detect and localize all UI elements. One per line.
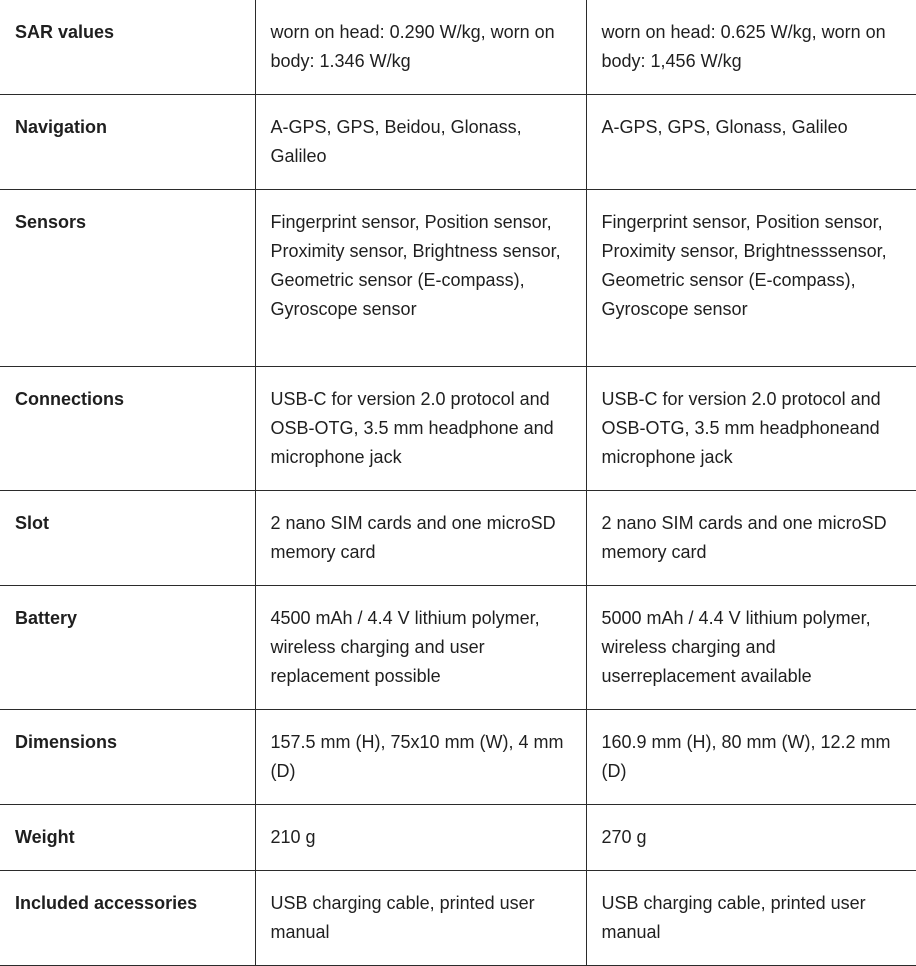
- device1-value: 4500 mAh / 4.4 V lithium polymer, wireless charging and user replacement possible: [255, 586, 586, 710]
- device1-value: 157.5 mm (H), 75x10 mm (W), 4 mm (D): [255, 710, 586, 805]
- device1-value: Fingerprint sensor, Position sensor, Proximity sensor, Brightness sensor, Geometric sensor (E-compass), Gyroscope sensor: [255, 190, 586, 367]
- device1-value: 2 nano SIM cards and one microSD memory card: [255, 491, 586, 586]
- device2-value: A-GPS, GPS, Glonass, Galileo: [586, 95, 916, 190]
- device2-value: 160.9 mm (H), 80 mm (W), 12.2 mm (D): [586, 710, 916, 805]
- row-label: Weight: [0, 805, 255, 871]
- device2-value: worn on head: 0.625 W/kg, worn on body: 1,456 W/kg: [586, 0, 916, 95]
- table-row: [0, 871, 916, 966]
- device2-value: 270 g: [586, 805, 916, 871]
- table-row: [0, 95, 916, 190]
- device2-value: USB charging cable, printed user manual: [586, 871, 916, 966]
- device2-value: Fingerprint sensor, Position sensor, Proximity sensor, Brightnesssensor, Geometric sensor (E-compass), Gyroscope sensor: [586, 190, 916, 367]
- device1-value: A-GPS, GPS, Beidou, Glonass, Galileo: [255, 95, 586, 190]
- device2-value: 5000 mAh / 4.4 V lithium polymer, wireless charging and userreplacement available: [586, 586, 916, 710]
- table-row: [0, 367, 916, 491]
- device2-value: 2 nano SIM cards and one microSD memory card: [586, 491, 916, 586]
- device1-value: 210 g: [255, 805, 586, 871]
- row-label: Battery: [0, 586, 255, 710]
- table-row: [0, 491, 916, 586]
- row-label: Connections: [0, 367, 255, 491]
- device1-value: worn on head: 0.290 W/kg, worn on body: 1.346 W/kg: [255, 0, 586, 95]
- device1-value: USB charging cable, printed user manual: [255, 871, 586, 966]
- table-row: [0, 0, 916, 95]
- table-row: [0, 586, 916, 710]
- table-row: [0, 190, 916, 367]
- device1-value: USB-C for version 2.0 protocol and OSB-OTG, 3.5 mm headphone and microphone jack: [255, 367, 586, 491]
- row-label: Dimensions: [0, 710, 255, 805]
- row-label: Sensors: [0, 190, 255, 367]
- row-label: SAR values: [0, 0, 255, 95]
- table-row: [0, 710, 916, 805]
- row-label: Included accessories: [0, 871, 255, 966]
- device2-value: USB-C for version 2.0 protocol and OSB-OTG, 3.5 mm headphoneand microphone jack: [586, 367, 916, 491]
- table-row: [0, 805, 916, 871]
- row-label: Navigation: [0, 95, 255, 190]
- row-label: Slot: [0, 491, 255, 586]
